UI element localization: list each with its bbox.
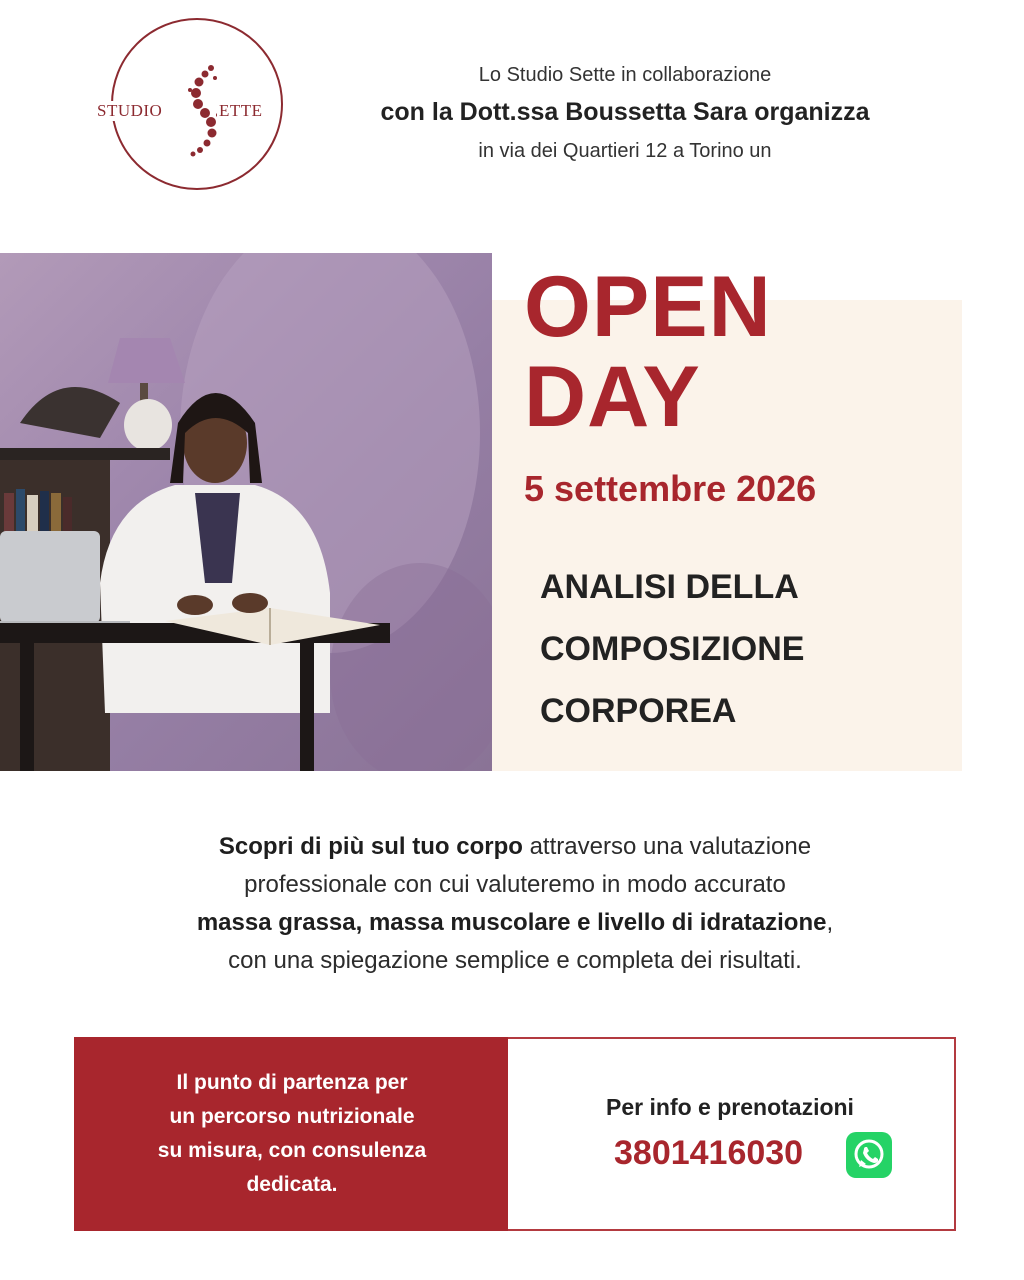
phone-number[interactable]: 3801416030: [614, 1134, 804, 1172]
open-day-title: [524, 259, 772, 445]
description-paragraph: [80, 828, 950, 980]
analysis-line-3: CORPOREA: [540, 692, 737, 730]
bottom-left-text: [110, 1066, 474, 1202]
bottom-left-line-3: su misura, con consulenza: [157, 1139, 427, 1162]
title-line-day: DAY: [524, 349, 701, 445]
doctor-photo: [0, 253, 492, 771]
bottom-left-line-1: Il punto di partenza per: [176, 1071, 408, 1094]
logo-word-studio: STUDIO: [97, 101, 163, 120]
studio-sette-logo: [97, 18, 283, 190]
description-bold-2: massa grassa, massa muscolare e livello di idratazione: [196, 909, 827, 936]
bottom-left-line-4: dedicata.: [246, 1173, 338, 1196]
title-line-open: OPEN: [524, 259, 772, 355]
description-bold-1: Scopri di più sul tuo corpo: [218, 833, 523, 860]
info-label: Per info e prenotazioni: [606, 1094, 854, 1120]
whatsapp-icon[interactable]: [846, 1132, 892, 1178]
description-line-3: [80, 904, 950, 942]
intro-line-1: Lo Studio Sette in collaborazione: [478, 64, 772, 86]
description-line-1: [80, 828, 950, 866]
analysis-line-2: COMPOSIZIONE: [540, 630, 805, 668]
analysis-line-1: ANALISI DELLA: [540, 568, 799, 606]
description-line-2: professionale con cui valuteremo in modo accurato: [244, 871, 786, 898]
logo-word-ette: ETTE: [219, 101, 263, 120]
description-text-1: attraverso una valutazione: [522, 833, 812, 860]
bottom-left-line-2: un percorso nutrizionale: [169, 1105, 415, 1128]
intro-line-3: in via dei Quartieri 12 a Torino un: [478, 140, 772, 162]
description-line-4: con una spiegazione semplice e completa dei risultati.: [228, 947, 802, 974]
intro-line-2: con la Dott.ssa Boussetta Sara organizza: [380, 98, 870, 126]
event-date: 5 settembre 2026: [524, 468, 817, 509]
analysis-heading: [540, 556, 804, 742]
description-comma: ,: [826, 909, 834, 936]
